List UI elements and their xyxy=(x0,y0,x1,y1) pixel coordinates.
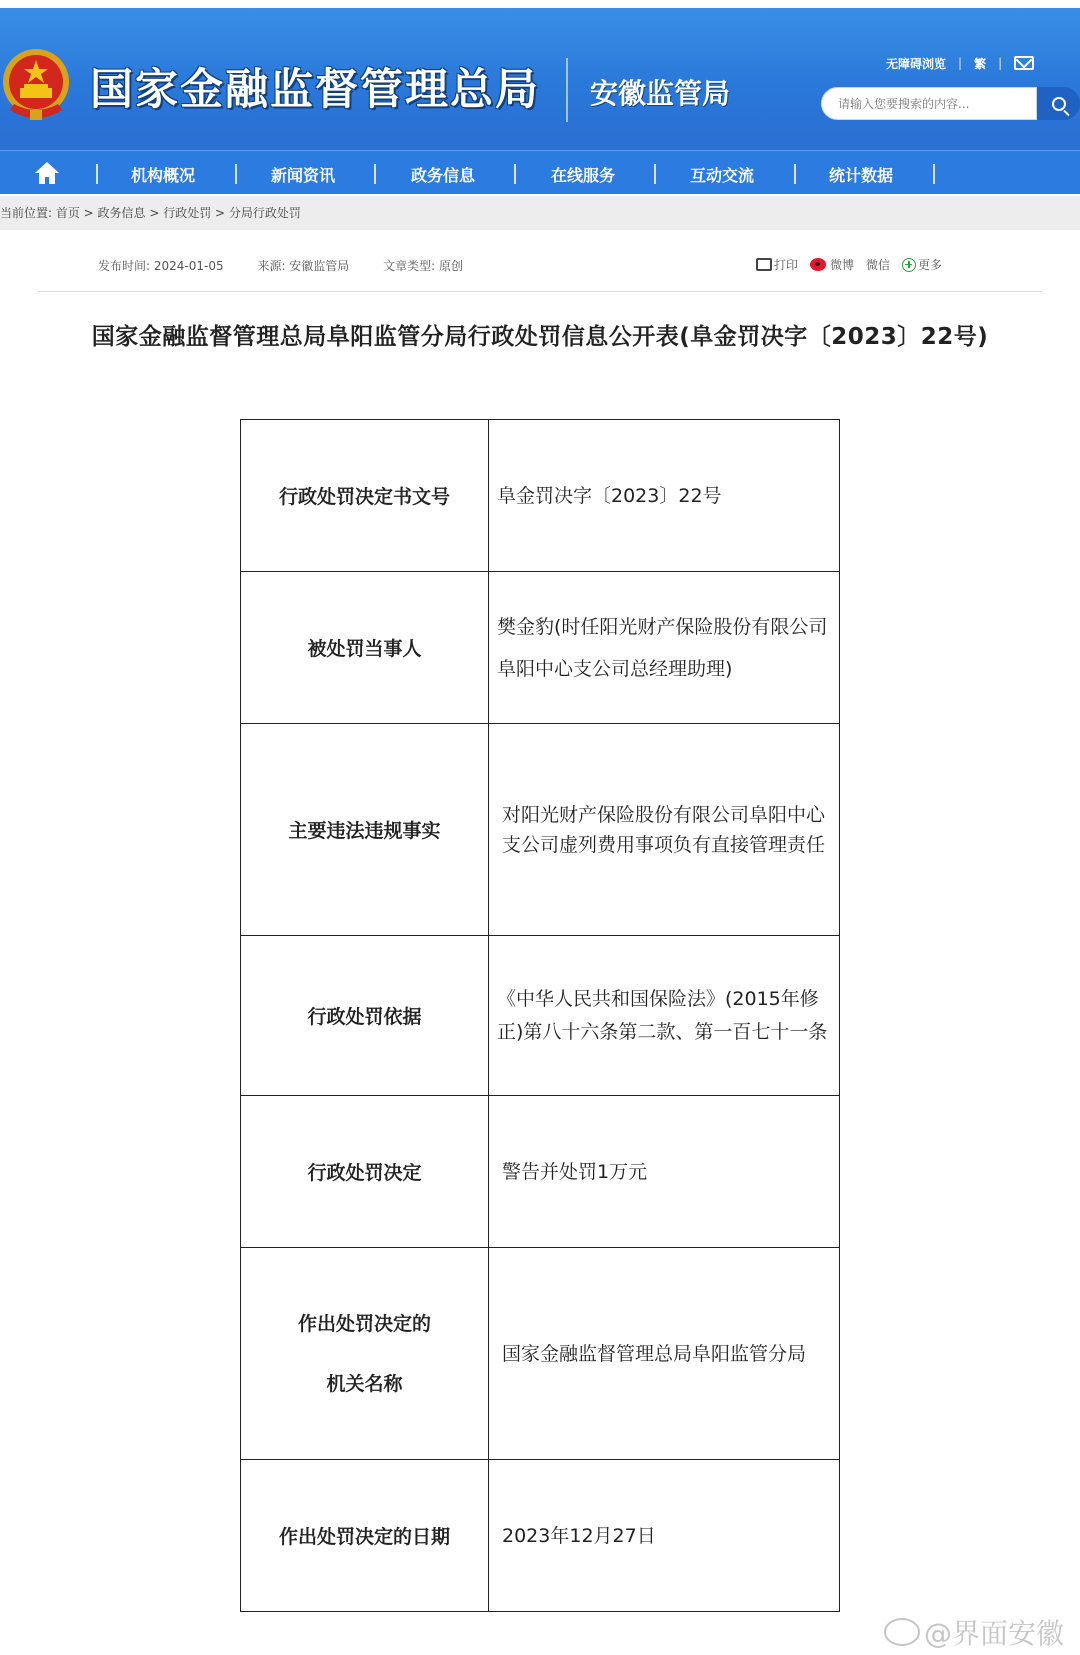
label-line: 作出处罚决定的 xyxy=(297,1312,431,1335)
row-label: 行政处罚决定书文号 xyxy=(241,420,489,572)
nav-separator xyxy=(235,164,237,184)
row-label: 行政处罚依据 xyxy=(241,936,489,1096)
article-type: 文章类型: 原创 xyxy=(383,259,463,273)
article-title: 国家金融监督管理总局阜阳监管分局行政处罚信息公开表(阜金罚决字〔2023〕22号) xyxy=(91,324,989,350)
nav-item-news[interactable]: 新闻资讯 xyxy=(271,166,336,185)
row-label xyxy=(241,1248,489,1460)
nav-item-online-service[interactable]: 在线服务 xyxy=(551,166,616,185)
traditional-chinese-link[interactable]: 繁 xyxy=(974,56,987,71)
nav-item-gov-info[interactable]: 政务信息 xyxy=(411,166,476,185)
row-label: 作出处罚决定的日期 xyxy=(241,1460,489,1612)
row-label: 主要违法违规事实 xyxy=(241,724,489,936)
main-nav xyxy=(0,150,1080,194)
row-value: 樊金豹(时任阳光财产保险股份有限公司阜阳中心支公司总经理助理) xyxy=(489,572,840,724)
site-title: 国家金融监督管理总局 xyxy=(90,65,540,115)
row-value: 《中华人民共和国保险法》(2015年修正)第八十六条第二款、第一百七十一条 xyxy=(489,936,840,1096)
site-header xyxy=(0,8,1080,150)
plus-icon[interactable] xyxy=(902,258,916,272)
row-value: 警告并处罚1万元 xyxy=(489,1096,840,1248)
utility-links xyxy=(886,54,1034,72)
table-row xyxy=(241,1460,840,1612)
divider xyxy=(38,291,1042,292)
article-meta xyxy=(98,257,493,274)
row-label: 被处罚当事人 xyxy=(241,572,489,724)
title-divider xyxy=(566,58,568,122)
table-row xyxy=(241,724,840,936)
label-line: 机关名称 xyxy=(326,1372,403,1395)
row-value: 阜金罚决字〔2023〕22号 xyxy=(489,420,840,572)
publish-time: 发布时间: 2024-01-05 xyxy=(98,259,224,273)
home-icon[interactable] xyxy=(34,161,60,185)
nav-separator xyxy=(374,164,376,184)
row-value: 国家金融监督管理总局阜阳监管分局 xyxy=(489,1248,840,1460)
search-icon xyxy=(1052,97,1066,111)
nav-item-org-overview[interactable]: 机构概况 xyxy=(131,166,196,185)
search-button[interactable] xyxy=(1037,87,1080,120)
article-source: 来源: 安徽监管局 xyxy=(257,259,350,273)
weibo-watermark-icon xyxy=(884,1618,920,1646)
table-row xyxy=(241,936,840,1096)
share-bar xyxy=(756,256,942,273)
nav-item-interaction[interactable]: 互动交流 xyxy=(690,166,755,185)
print-icon[interactable] xyxy=(756,258,772,271)
national-emblem-icon xyxy=(0,44,72,128)
weibo-link[interactable]: 微博 xyxy=(830,258,855,272)
more-link[interactable]: 更多 xyxy=(918,258,943,272)
nav-separator xyxy=(794,164,796,184)
util-separator: | xyxy=(998,56,1003,70)
nav-separator xyxy=(654,164,656,184)
table-row xyxy=(241,420,840,572)
nav-separator xyxy=(514,164,516,184)
nav-separator xyxy=(933,164,935,184)
util-separator: | xyxy=(958,56,963,70)
watermark xyxy=(884,1612,1064,1652)
watermark-text: @界面安徽 xyxy=(924,1617,1065,1650)
print-link[interactable]: 打印 xyxy=(774,258,799,272)
wechat-link[interactable]: 微信 xyxy=(866,258,891,272)
table-row xyxy=(241,1248,840,1460)
penalty-info-table xyxy=(240,419,840,1612)
breadcrumb: 当前位置: 首页 > 政务信息 > 行政处罚 > 分局行政处罚 xyxy=(0,196,1080,230)
table-row xyxy=(241,1096,840,1248)
search-box xyxy=(821,87,1037,120)
site-subtitle: 安徽监管局 xyxy=(590,77,731,110)
nav-separator xyxy=(96,164,98,184)
mail-icon[interactable] xyxy=(1014,56,1034,70)
row-value: 2023年12月27日 xyxy=(489,1460,840,1612)
row-value: 对阳光财产保险股份有限公司阜阳中心支公司虚列费用事项负有直接管理责任 xyxy=(489,724,840,936)
table-row xyxy=(241,572,840,724)
nav-item-statistics[interactable]: 统计数据 xyxy=(829,166,894,185)
row-label: 行政处罚决定 xyxy=(241,1096,489,1248)
accessibility-link[interactable]: 无障碍浏览 xyxy=(886,56,947,71)
search-input[interactable] xyxy=(822,88,1022,119)
weibo-icon[interactable] xyxy=(810,258,826,271)
